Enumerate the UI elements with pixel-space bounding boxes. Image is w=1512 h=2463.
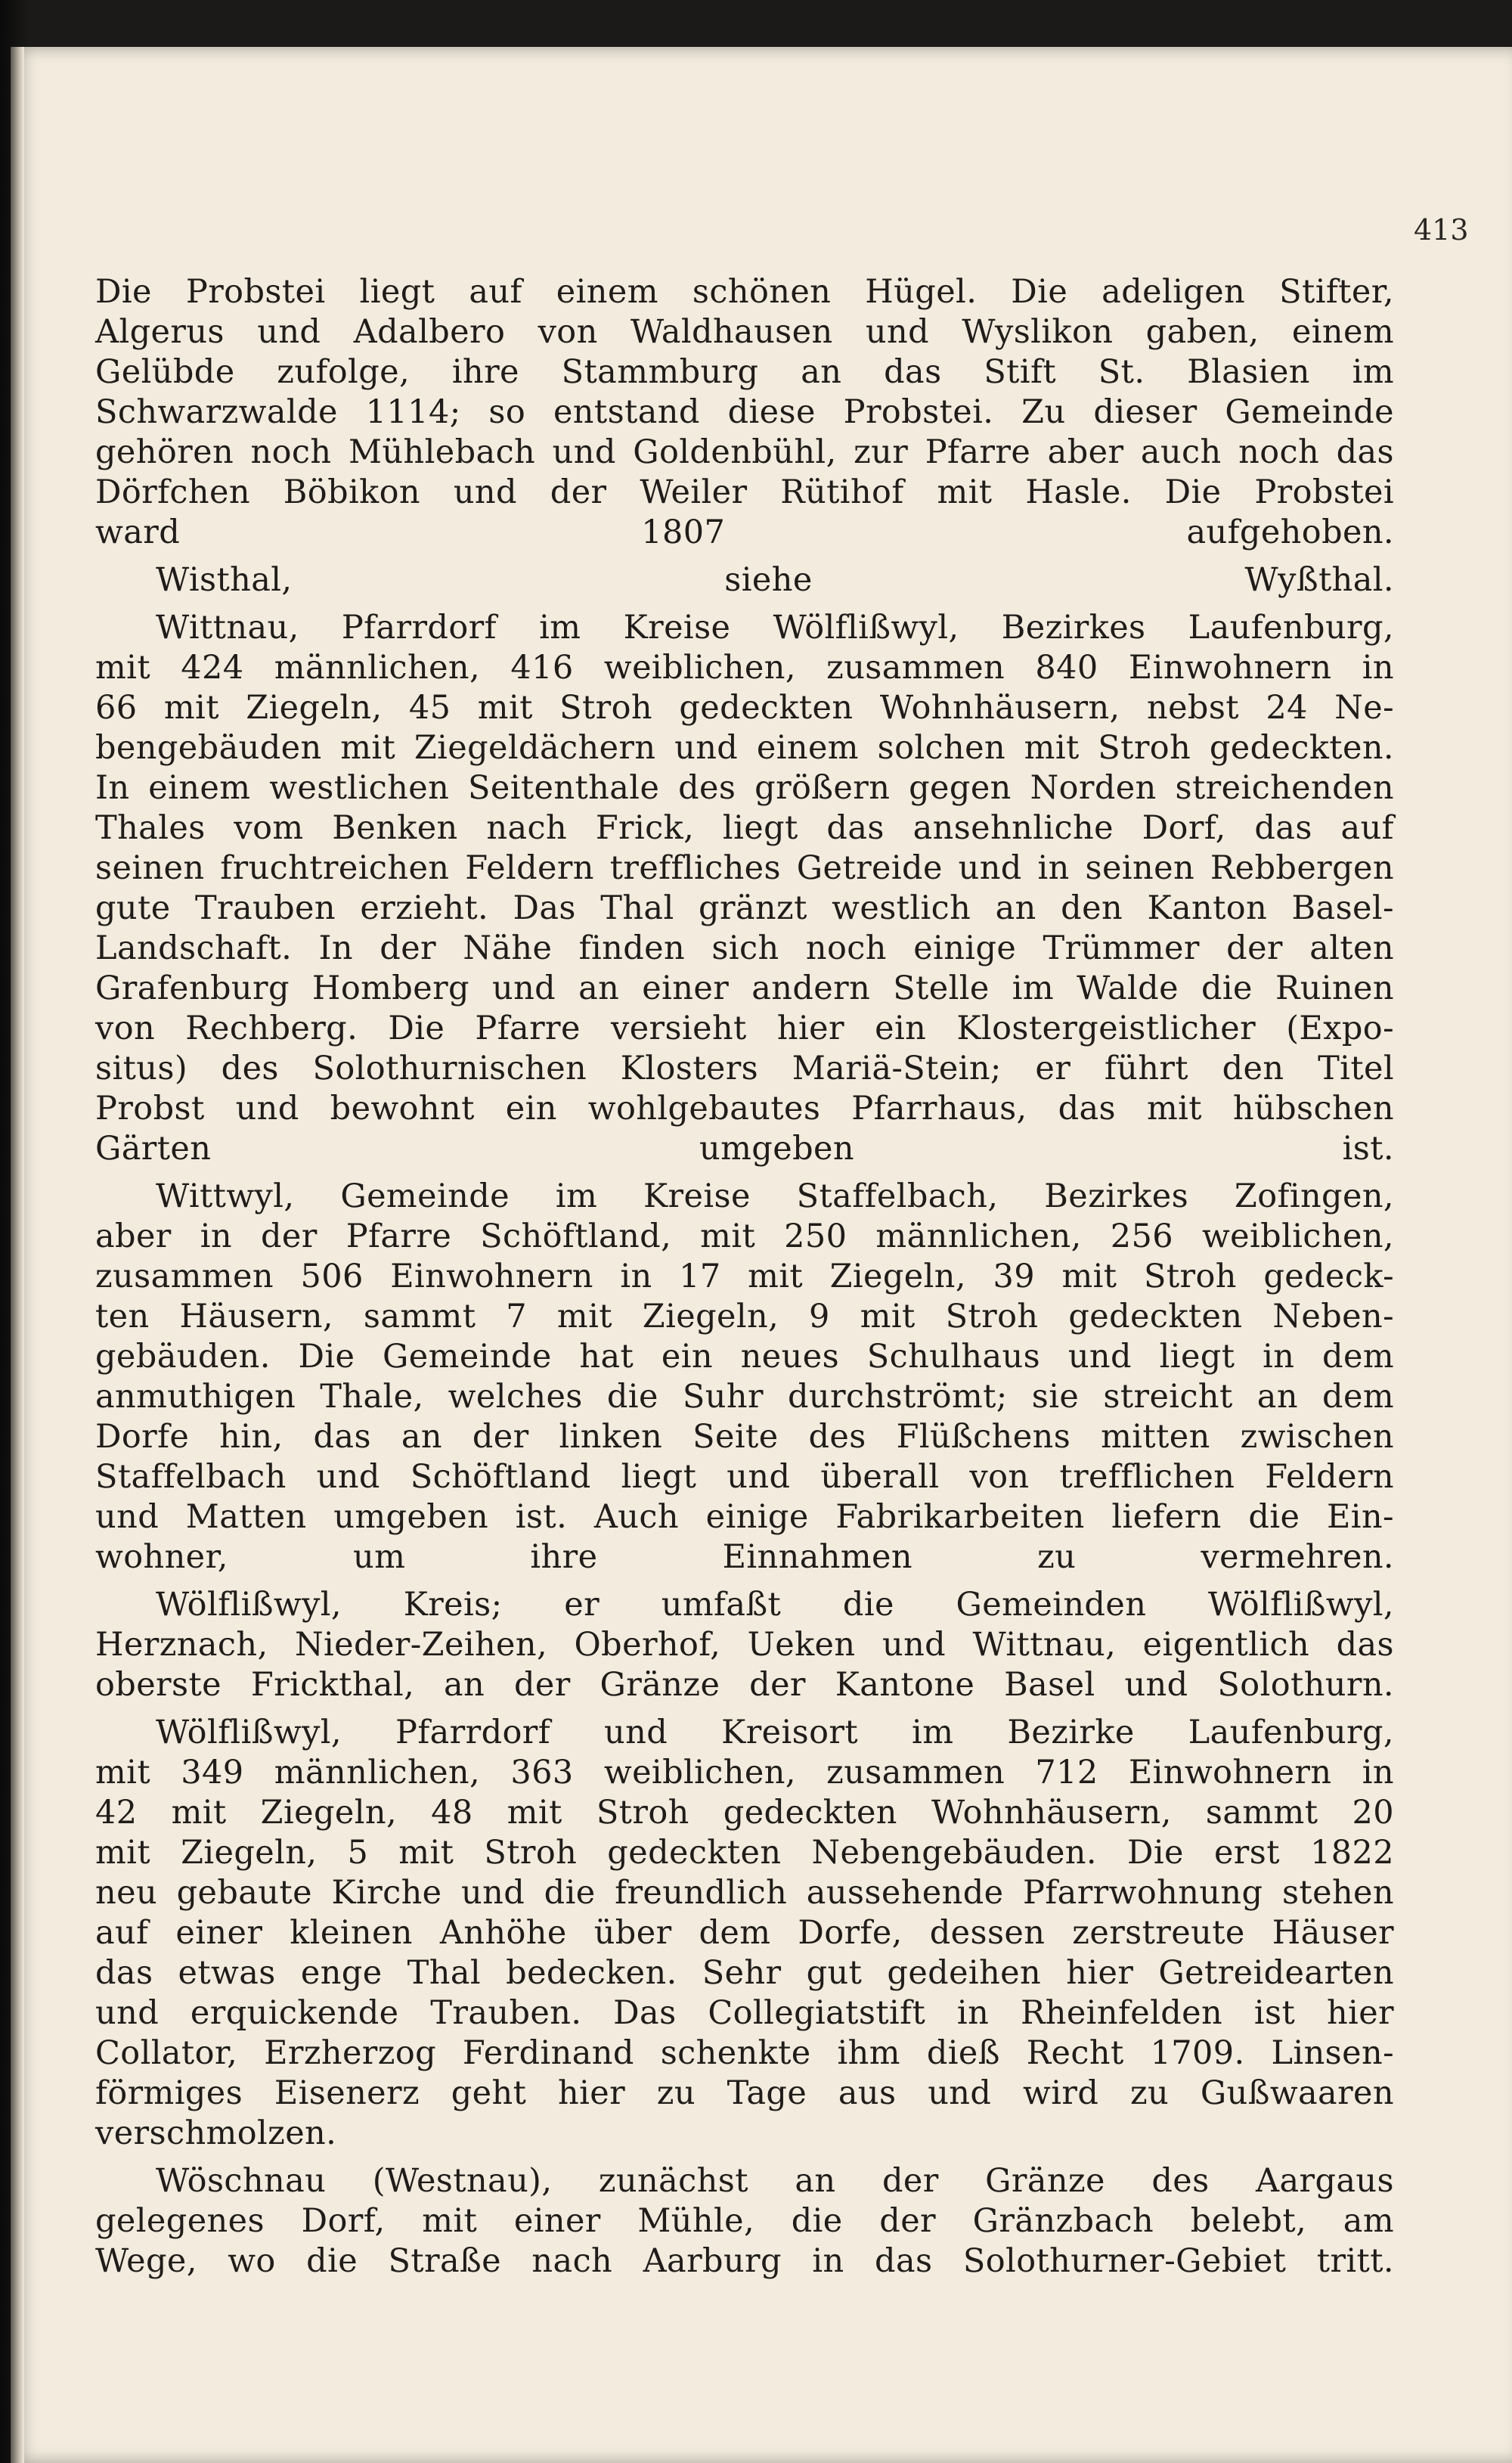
text-line: Schwarzwalde 1114; so entstand diese Probstei. Zu dieser Gemeinde <box>95 393 1394 431</box>
text-line: aber in der Pfarre Schöftland, mit 250 männlichen, 256 weiblichen, <box>95 1218 1394 1255</box>
text-line: von Rechberg. Die Pfarre versieht hier ein Klostergeistlicher (Expo- <box>95 1010 1394 1047</box>
text-line: bengebäuden mit Ziegeldächern und einem solchen mit Stroh gedeckten. <box>95 729 1394 767</box>
text-line: Wege, wo die Straße nach Aarburg in das Solothurner-Gebiet tritt. <box>95 2242 1394 2280</box>
text-line: neu gebaute Kirche und die freundlich aussehende Pfarrwohnung stehen <box>95 1874 1394 1912</box>
page-edge <box>11 47 24 2463</box>
text-line: Wittwyl, Gemeinde im Kreise Staffelbach, Bezirkes Zofingen, <box>156 1177 1394 1215</box>
text-line: auf einer kleinen Anhöhe über dem Dorfe, dessen zerstreute Häuser <box>95 1914 1394 1952</box>
text-line: Wölflißwyl, Kreis; er umfaßt die Gemeinden Wölflißwyl, <box>156 1586 1394 1624</box>
text-line: und Matten umgeben ist. Auch einige Fabrikarbeiten liefern die Ein- <box>95 1498 1394 1536</box>
text-line: Staffelbach und Schöftland liegt und überall von trefflichen Feldern <box>95 1458 1394 1496</box>
text-line: Thales vom Benken nach Frick, liegt das ansehnliche Dorf, das auf <box>95 809 1394 847</box>
text-line: Probst und bewohnt ein wohlgebautes Pfarrhaus, das mit hübschen <box>95 1090 1394 1128</box>
paragraph <box>95 1177 1394 1577</box>
paragraph <box>95 560 1394 600</box>
text-line: Wittnau, Pfarrdorf im Kreise Wölflißwyl, Bezirkes Laufenburg, <box>156 609 1394 647</box>
text-line: Herznach, Nieder-Zeihen, Oberhof, Ueken und Wittnau, eigentlich das <box>95 1626 1394 1664</box>
text-line: wohner, um ihre Einnahmen zu vermehren. <box>95 1538 1394 1576</box>
text-line: Die Probstei liegt auf einem schönen Hügel. Die adeligen Stifter, <box>95 273 1394 311</box>
page-number: 413 <box>1414 213 1469 247</box>
text-line: gehören noch Mühlebach und Goldenbühl, zur Pfarre aber auch noch das <box>95 433 1394 471</box>
paragraph <box>95 1585 1394 1705</box>
text-line: Landschaft. In der Nähe finden sich noch einige Trümmer der alten <box>95 929 1394 967</box>
text-line: 42 mit Ziegeln, 48 mit Stroh gedeckten Wohnhäusern, sammt 20 <box>95 1794 1394 1832</box>
text-line: situs) des Solothurnischen Klosters Mariä-Stein; er führt den Titel <box>95 1050 1394 1087</box>
paragraph <box>95 1713 1394 2154</box>
text-line: förmiges Eisenerz geht hier zu Tage aus und wird zu Gußwaaren <box>95 2074 1394 2112</box>
text-line: das etwas enge Thal bedecken. Sehr gut gedeihen hier Getreidearten <box>95 1954 1394 1992</box>
text-line: und erquickende Trauben. Das Collegiatstift in Rheinfelden ist hier <box>95 1994 1394 2032</box>
text-line: oberste Frickthal, an der Gränze der Kantone Basel und Solothurn. <box>95 1666 1394 1704</box>
text-line: Collator, Erzherzog Ferdinand schenkte ihm dieß Recht 1709. Linsen- <box>95 2034 1394 2072</box>
text-line: Gelübde zufolge, ihre Stammburg an das Stift St. Blasien im <box>95 353 1394 391</box>
text-line: Grafenburg Homberg und an einer andern Stelle im Walde die Ruinen <box>95 969 1394 1007</box>
page-body-text <box>95 272 1394 2282</box>
text-line: Wölflißwyl, Pfarrdorf und Kreisort im Bezirke Laufenburg, <box>156 1714 1394 1751</box>
text-line: Algerus und Adalbero von Waldhausen und Wyslikon gaben, einem <box>95 313 1394 351</box>
text-line: verschmolzen. <box>95 2114 337 2152</box>
text-line: gute Trauben erzieht. Das Thal gränzt westlich an den Kanton Basel- <box>95 889 1394 927</box>
text-line: seinen fruchtreichen Feldern treffliches Getreide und in seinen Rebbergen <box>95 849 1394 887</box>
text-line: ten Häusern, sammt 7 mit Ziegeln, 9 mit Stroh gedeckten Neben- <box>95 1298 1394 1335</box>
paragraph <box>95 2161 1394 2282</box>
text-line: mit 349 männlichen, 363 weiblichen, zusammen 712 Einwohnern in <box>95 1754 1394 1791</box>
text-line: Dorfe hin, das an der linken Seite des Flüßchens mitten zwischen <box>95 1418 1394 1456</box>
paragraph <box>95 272 1394 553</box>
paragraph <box>95 608 1394 1169</box>
text-line: Gärten umgeben ist. <box>95 1130 1394 1168</box>
text-line: 66 mit Ziegeln, 45 mit Stroh gedeckten Wohnhäusern, nebst 24 Ne- <box>95 689 1394 727</box>
text-line: Wöschnau (Westnau), zunächst an der Gränze des Aargaus <box>156 2162 1394 2200</box>
text-line: gebäuden. Die Gemeinde hat ein neues Schulhaus und liegt in dem <box>95 1338 1394 1376</box>
text-line: ward 1807 aufgehoben. <box>95 513 1394 551</box>
text-line: anmuthigen Thale, welches die Suhr durchströmt; sie streicht an dem <box>95 1378 1394 1416</box>
text-line: Wisthal, siehe Wyßthal. <box>156 561 1394 599</box>
text-line: mit 424 männlichen, 416 weiblichen, zusammen 840 Einwohnern in <box>95 649 1394 687</box>
text-line: mit Ziegeln, 5 mit Stroh gedeckten Nebengebäuden. Die erst 1822 <box>95 1834 1394 1872</box>
text-line: Dörfchen Böbikon und der Weiler Rütihof mit Hasle. Die Probstei <box>95 473 1394 511</box>
text-line: zusammen 506 Einwohnern in 17 mit Ziegeln, 39 mit Stroh gedeck- <box>95 1258 1394 1295</box>
text-line: gelegenes Dorf, mit einer Mühle, die der Gränzbach belebt, am <box>95 2202 1394 2240</box>
text-line: In einem westlichen Seitenthale des größern gegen Norden streichenden <box>95 769 1394 807</box>
